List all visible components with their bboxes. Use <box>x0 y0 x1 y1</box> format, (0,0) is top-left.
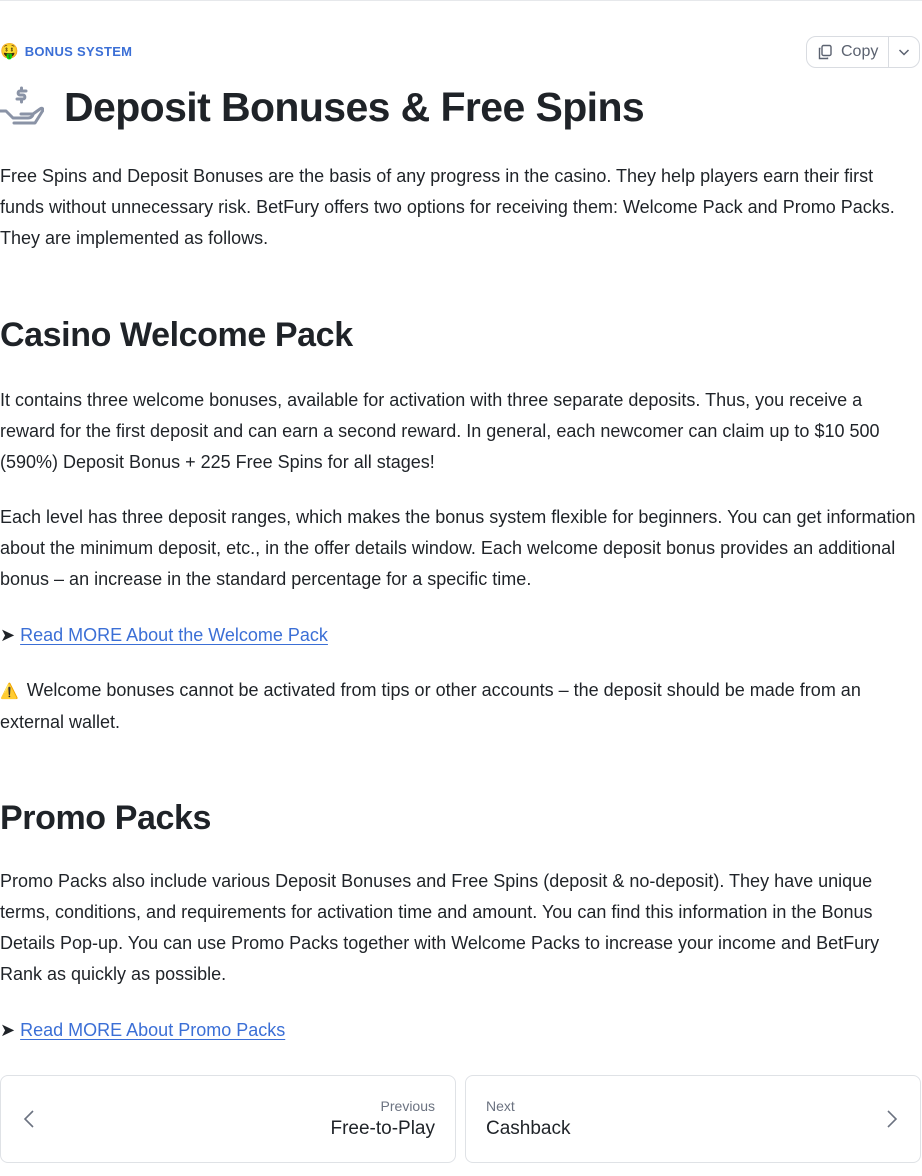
arrow-right-icon: ➤ <box>0 1020 16 1040</box>
chevron-right-icon <box>886 1108 898 1130</box>
intro-paragraph: Free Spins and Deposit Bonuses are the basis of any progress in the casino. They help players earn their first funds without unnecessary risk. BetFury offers two options for receiving them: Welcome Pack and Promo Packs. They are implemented as follows. <box>0 166 895 248</box>
copy-icon <box>817 44 833 60</box>
copy-page-control <box>806 36 920 68</box>
welcome-pack-link[interactable]: Read MORE About the Welcome Pack <box>20 625 328 645</box>
warning-text: Welcome bonuses cannot be activated from tips or other accounts – the deposit should be made from an external wallet. <box>0 680 861 732</box>
promo-more-line <box>0 1015 285 1046</box>
arrow-right-icon: ➤ <box>0 625 16 645</box>
page-header <box>0 82 644 132</box>
page-title: Deposit Bonuses & Free Spins <box>64 83 645 130</box>
welcome-more-line <box>0 620 328 651</box>
chevron-left-icon <box>23 1108 35 1130</box>
previous-title: Free-to-Play <box>330 1118 435 1139</box>
welcome-paragraph-1: It contains three welcome bonuses, available for activation with three separate deposits. Thus, you receive a reward for the first deposit and can earn a second reward. In general, each newcomer can claim up to $10 500 (590%) Deposit Bonus + 225 Free Spins for all stages! <box>0 390 880 472</box>
promo-packs-heading: Promo Packs <box>0 799 212 837</box>
warning-icon: ⚠️ <box>0 683 19 700</box>
top-divider <box>0 0 922 1</box>
chevron-down-icon <box>897 45 911 59</box>
warning-paragraph <box>0 675 922 738</box>
next-page-card[interactable] <box>465 1075 921 1163</box>
previous-page-card[interactable] <box>0 1075 456 1163</box>
promo-paragraph: Promo Packs also include various Deposit Bonuses and Free Spins (deposit & no-deposit). They have unique terms, conditions, and requirements for activation time and amount. You can find this information in the Bonus Details Pop-up. You can use Promo Packs together with Welcome Packs to increase your income and BetFury Rank as quickly as possible. <box>0 871 880 984</box>
welcome-paragraph-2: Each level has three deposit ranges, which makes the bonus system flexible for beginners. You can get information about the minimum deposit, etc., in the offer details window. Each welcome deposit bonus provides an additional bonus – an increase in the standard percentage for a specific time. <box>0 507 916 589</box>
copy-options-button[interactable] <box>889 37 919 67</box>
money-face-icon: 🤑 <box>0 43 19 60</box>
hand-dollar-icon <box>0 85 44 129</box>
previous-kicker: Previous <box>380 1098 435 1114</box>
breadcrumb-label[interactable]: BONUS SYSTEM <box>24 44 133 59</box>
next-title: Cashback <box>486 1118 571 1139</box>
welcome-pack-heading: Casino Welcome Pack <box>0 316 353 354</box>
breadcrumb <box>0 43 132 60</box>
copy-button[interactable] <box>807 37 888 67</box>
next-kicker: Next <box>486 1098 515 1114</box>
copy-label: Copy <box>841 43 879 60</box>
promo-packs-link[interactable]: Read MORE About Promo Packs <box>20 1020 286 1040</box>
